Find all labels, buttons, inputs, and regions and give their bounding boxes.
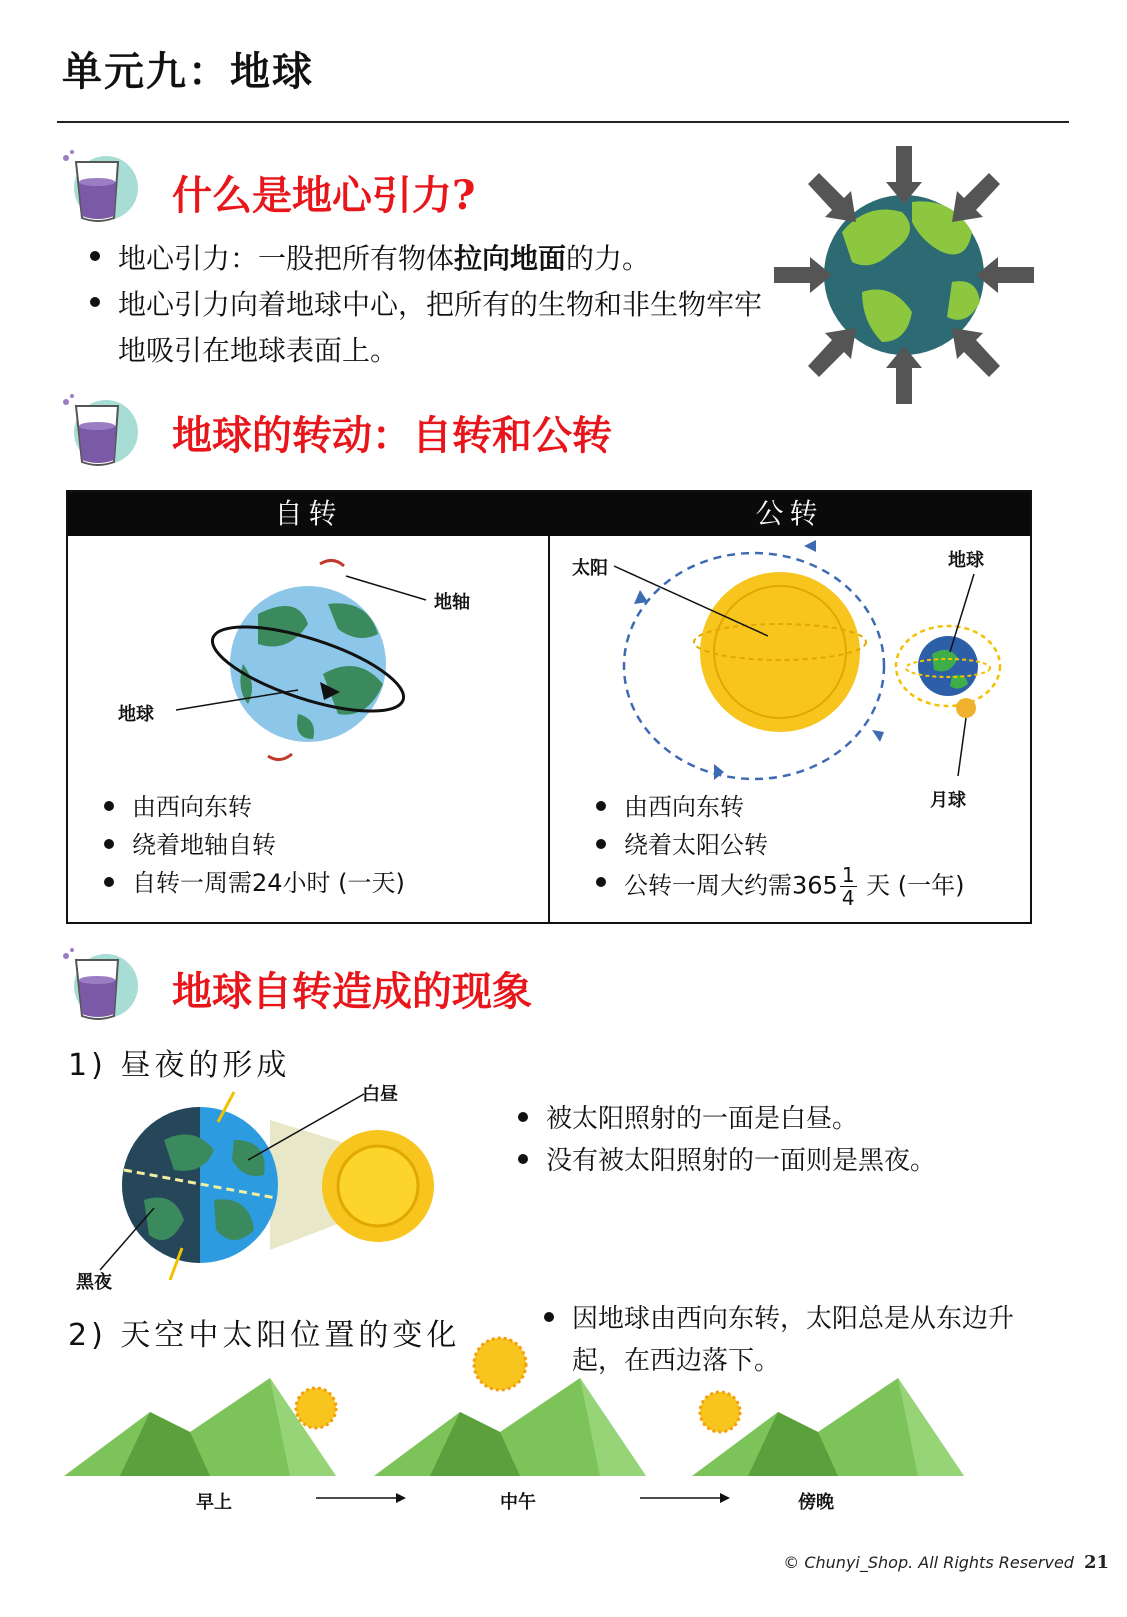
gravity-earth-illustration xyxy=(772,142,1036,408)
revolution-fact: 绕着太阳公转 xyxy=(588,826,965,864)
revolution-illustration xyxy=(554,536,1024,796)
label-night: 黑夜 xyxy=(76,1272,112,1293)
gravity-bullet-1: 地心引力：一股把所有物体拉向地面的力。 xyxy=(82,236,762,282)
section-title-gravity: 什么是地心引力? xyxy=(172,172,476,219)
gravity-bullet-2: 地心引力向着地球中心，把所有的生物和非生物牢牢地吸引在地球表面上。 xyxy=(82,282,762,374)
gravity-list xyxy=(82,236,762,374)
arrow-right-icon xyxy=(316,1492,406,1504)
rotation-facts xyxy=(96,788,405,902)
day-night-illustration xyxy=(64,1080,444,1290)
label-earth-rotation: 地球 xyxy=(118,704,154,725)
sun-position-illustration xyxy=(60,1328,980,1484)
table-header xyxy=(68,492,1030,536)
subheading-day-night: 1) 昼夜的形成 xyxy=(68,1048,291,1083)
copyright: © Chunyi_Shop. All Rights Reserved xyxy=(783,1553,1074,1572)
arrow-right-icon xyxy=(640,1492,730,1504)
header-revolution: 公转 xyxy=(755,497,824,530)
title-divider xyxy=(57,121,1069,123)
rotation-fact: 由西向东转 xyxy=(96,788,405,826)
label-axis: 地轴 xyxy=(434,592,470,613)
fraction: $\frac{1}{4}$ xyxy=(841,863,855,910)
label-moon: 月球 xyxy=(930,790,966,811)
label-day: 白昼 xyxy=(362,1084,398,1105)
rotation-illustration xyxy=(108,544,508,764)
revolution-fact: 由西向东转 xyxy=(588,788,965,826)
beaker-icon xyxy=(58,392,138,472)
label-evening: 傍晚 xyxy=(798,1492,834,1513)
page-number: 21 xyxy=(1083,1552,1109,1573)
day-night-fact: 被太阳照射的一面是白昼。 xyxy=(510,1098,936,1140)
footer xyxy=(783,1552,1109,1573)
revolution-facts xyxy=(588,788,965,909)
beaker-icon xyxy=(58,946,138,1026)
rotation-revolution-table xyxy=(66,490,1032,924)
rotation-fact: 自转一周需24小时 (一天) xyxy=(96,864,405,902)
day-night-facts xyxy=(510,1098,936,1182)
label-noon: 中午 xyxy=(500,1492,536,1513)
day-night-fact: 没有被太阳照射的一面则是黑夜。 xyxy=(510,1140,936,1182)
revolution-fact: 公转一周大约需365 $\frac{1}{4}$ 天 (一年) xyxy=(588,864,965,909)
section-title-phenomena: 地球自转造成的现象 xyxy=(172,968,532,1015)
rotation-fact: 绕着地轴自转 xyxy=(96,826,405,864)
section-title-rotation: 地球的转动：自转和公转 xyxy=(172,412,612,459)
label-sun: 太阳 xyxy=(572,558,608,579)
column-divider xyxy=(548,536,550,922)
beaker-icon xyxy=(58,148,138,228)
label-earth-revolution: 地球 xyxy=(948,550,984,571)
sun-position-fact: 因地球由西向东转，太阳总是从东边升起，在西边落下。 xyxy=(536,1298,1036,1382)
unit-title: 单元九：地球 xyxy=(62,49,314,95)
label-morning: 早上 xyxy=(196,1492,232,1513)
header-rotation: 自转 xyxy=(274,497,343,530)
subheading-sun-position: 2) 天空中太阳位置的变化 xyxy=(68,1318,461,1353)
